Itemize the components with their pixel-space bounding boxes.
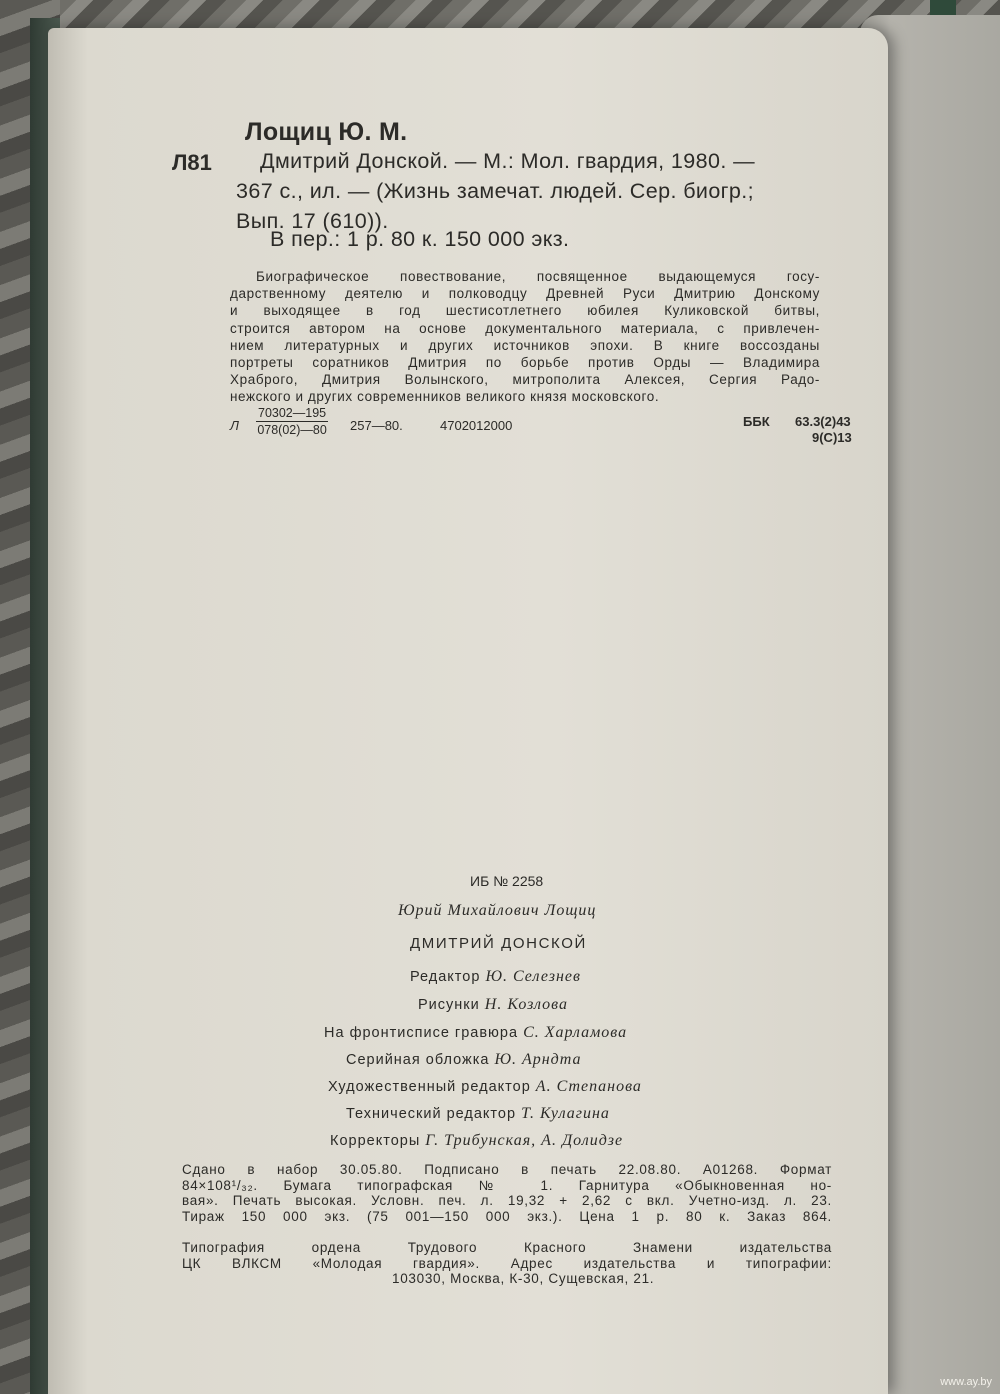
fraction-numerator: 70302—195 [258,406,327,420]
cover-name: Ю. Арндта [494,1051,582,1068]
drawings-label: Рисунки [418,997,480,1013]
classification-number: 257—80. [350,418,403,433]
library-code: Л81 [172,150,212,175]
print-details [182,1162,832,1224]
full-author-name: Юрий Михайлович Лощиц [398,902,597,919]
frontispiece-credit [324,1024,627,1042]
fraction-denominator: 078(02)—80 [257,423,327,437]
classification-fraction [256,406,328,437]
bbk-line-1: 63.3(2)43 [795,414,851,429]
print-details-line: Тираж 150 000 экз. (75 001—150 000 экз.). Цена 1 р. 80 к. Заказ 864. [182,1208,832,1224]
drawings-credit [418,996,568,1014]
frontispiece-label: На фронтисписе гравюра [324,1025,519,1041]
book-page [48,28,888,1394]
abstract-line: Храброго, Дмитрия Волынского, митрополита Алексея, Сергия Радо- [230,372,820,388]
printer-info [182,1240,832,1287]
art-editor-name: А. Степанова [535,1078,642,1095]
printer-line: Типография ордена Трудового Красного Знамени издательства [182,1240,832,1255]
printer-line: 103030, Москва, К-30, Сущевская, 21. [392,1271,655,1286]
abstract-line: дарственному деятелю и полководцу Древней Руси Дмитрию Донскому [230,286,820,302]
classification-code: 4702012000 [440,418,513,433]
print-details-line: 84×108¹/₃₂. Бумага типографская № 1. Гарнитура «Обыкновенная но- [182,1177,832,1193]
drawings-name: Н. Козлова [484,996,568,1013]
editor-credit [410,968,581,986]
print-details-line: Сдано в набор 30.05.80. Подписано в печать 22.08.80. А01268. Формат [182,1162,832,1177]
art-editor-label: Художественный редактор [328,1079,531,1095]
cover-label: Серийная обложка [346,1052,490,1068]
ib-number: ИБ № 2258 [470,873,544,889]
tech-editor-credit [346,1105,610,1123]
abstract-line: нием литературных и других источников эпохи. В книге воссозданы [230,337,820,353]
abstract-text [230,268,820,406]
printer-line: ЦК ВЛКСМ «Молодая гвардия». Адрес издательства и типографии: [182,1255,832,1271]
title-line-1: Дмитрий Донской. — М.: Мол. гвардия, 1980. — [260,149,755,173]
classification-letter: Л [230,418,239,433]
editor-name: Ю. Селезнев [485,968,581,985]
title-caps: ДМИТРИЙ ДОНСКОЙ [410,935,587,952]
abstract-line: и выходящее в год шестисотлетнего юбилея Куликовской битвы, [230,303,820,319]
abstract-line: нежского и других современников великого князя московского. [230,389,660,405]
abstract-line: строится автором на основе документального материала, с привлечен- [230,320,820,336]
bbk-label: ББК [743,414,770,429]
bbk-line-2: 9(С)13 [812,430,852,445]
cover-credit [346,1051,582,1069]
full-author [398,902,596,920]
art-editor-credit [328,1078,642,1096]
print-details-line: вая». Печать высокая. Условн. печ. л. 19,32 + 2,62 с вкл. Учетно-изд. л. 23. [182,1193,832,1208]
editor-label: Редактор [410,969,481,985]
proofreaders-label: Корректоры [330,1133,421,1149]
abstract-line: Биографическое повествование, посвященное выдающемуся госу- [256,269,820,284]
tech-editor-name: Т. Кулагина [521,1105,610,1122]
price-line: В пер.: 1 р. 80 к. 150 000 экз. [270,227,570,251]
proofreaders-credit [330,1132,623,1150]
tech-editor-label: Технический редактор [346,1106,517,1122]
abstract-line: портреты соратников Дмитрия по борьбе против Орды — Владимира [230,355,820,371]
frontispiece-name: С. Харламова [523,1024,628,1041]
proofreaders-name: Г. Трибунская, А. Долидзе [425,1132,624,1149]
author-heading: Лощиц Ю. М. [245,118,408,146]
site-watermark: www.ay.by [940,1376,992,1388]
title-line-3: Вып. 17 (610)). [236,209,389,233]
title-line-2: 367 с., ил. — (Жизнь замечат. людей. Сер. биогр.; [236,179,755,203]
